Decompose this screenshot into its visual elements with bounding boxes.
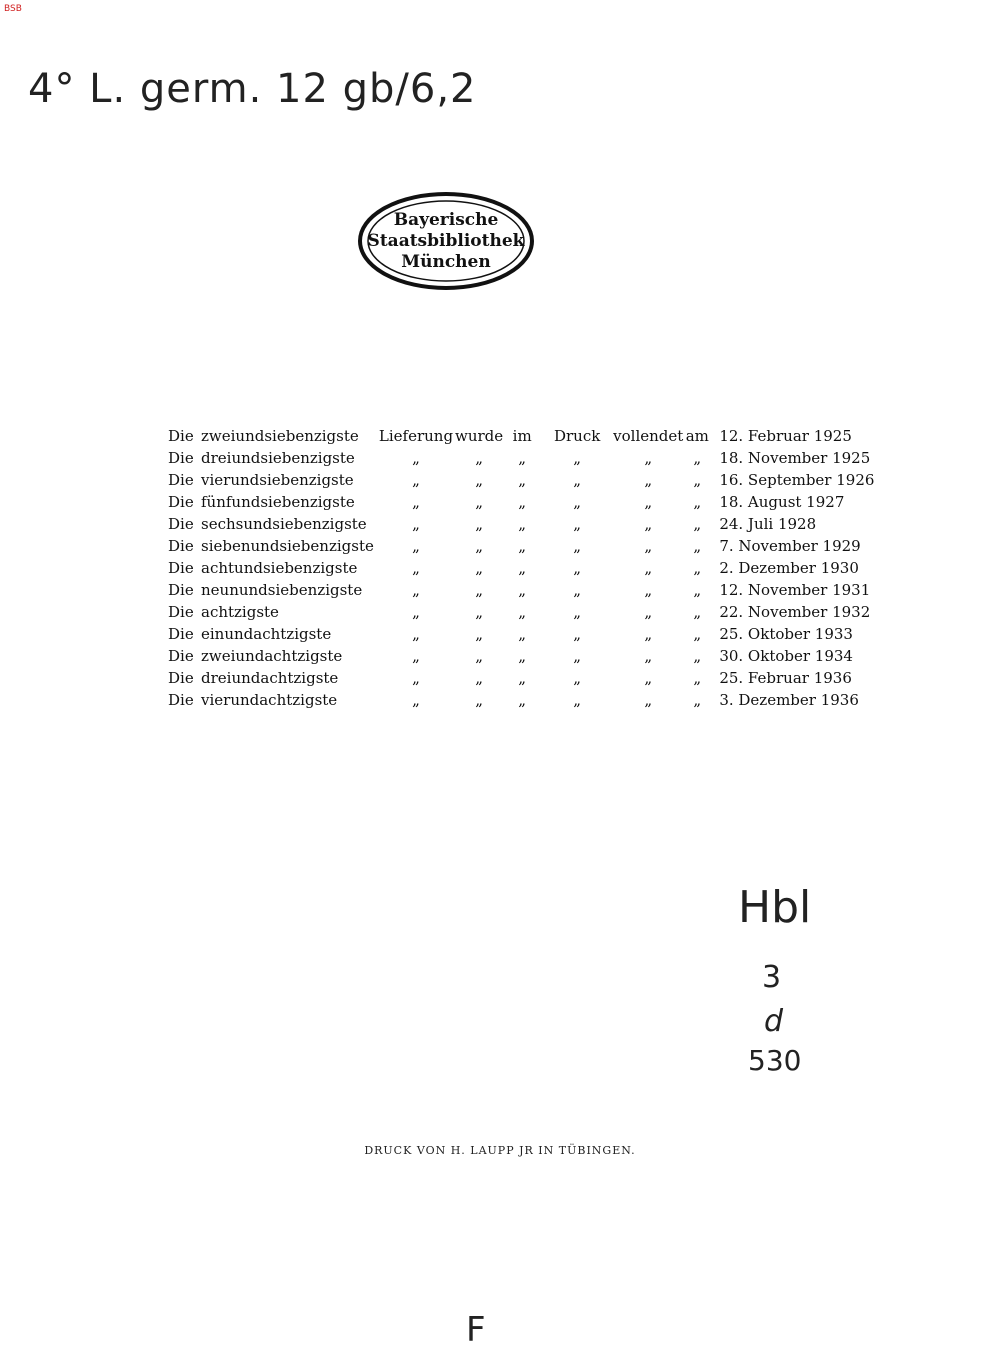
ledger-body (168, 427, 874, 713)
ledger-word: „ (412, 493, 420, 511)
ledger-date: 2. Dezember 1930 (719, 559, 859, 577)
ledger-ordinal: zweiundachtzigste (201, 647, 343, 665)
stamp-line-3: München (401, 252, 491, 272)
ledger-word: „ (644, 493, 653, 511)
ledger-word: wurde (455, 427, 504, 445)
ledger-article: Die (168, 471, 194, 489)
ledger-ordinal: neunundsiebenzigste (201, 581, 363, 599)
ledger-word: „ (412, 691, 420, 709)
library-corner-mark: BSB (4, 4, 22, 14)
ledger-word: „ (518, 449, 527, 467)
handwritten-note-line-2: 3 (762, 960, 782, 995)
ledger-word: „ (412, 471, 420, 489)
ledger-word: „ (475, 581, 483, 599)
ledger-ordinal: dreiundsiebenzigste (201, 449, 355, 467)
ledger-word: „ (693, 691, 702, 709)
ledger-word: „ (573, 603, 582, 621)
ledger-row (168, 515, 874, 537)
ledger-word: „ (573, 625, 582, 643)
ledger-word: „ (518, 603, 527, 621)
ledger-word: „ (693, 647, 702, 665)
ledger-word: „ (412, 449, 420, 467)
ledger-date: 18. November 1925 (719, 449, 871, 467)
ledger-article: Die (168, 493, 194, 511)
ledger-word: „ (693, 559, 702, 577)
stamp-text (356, 210, 536, 273)
ledger-word: „ (644, 625, 653, 643)
ledger-date: 30. Oktober 1934 (719, 647, 853, 665)
ledger-word: „ (518, 471, 527, 489)
ledger-word: „ (518, 691, 527, 709)
ledger-word: „ (573, 669, 582, 687)
ledger-word: „ (475, 559, 483, 577)
ledger-row (168, 471, 874, 493)
ledger-word: „ (644, 471, 653, 489)
ledger-word: „ (475, 537, 483, 555)
ledger-word: „ (475, 669, 483, 687)
ledger-article: Die (168, 647, 194, 665)
delivery-ledger (168, 427, 874, 713)
ledger-word: „ (518, 537, 527, 555)
ledger-word: „ (644, 691, 653, 709)
handwritten-shelf-mark: 4° L. germ. 12 gb/6,2 (28, 66, 477, 112)
handwritten-note-line-4: 530 (748, 1044, 802, 1077)
ledger-word: „ (644, 559, 653, 577)
ledger-word: „ (693, 515, 702, 533)
ledger-word: Druck (553, 427, 601, 445)
ledger-word: „ (693, 581, 702, 599)
ledger-word: „ (573, 537, 582, 555)
ledger-date: 22. November 1932 (719, 603, 871, 621)
handwritten-note-line-1: Hbl (738, 882, 812, 933)
ledger-article: Die (168, 691, 194, 709)
ledger-row (168, 647, 874, 669)
ledger-ordinal: zweiundsiebenzigste (201, 427, 359, 445)
stamp-line-2: Staatsbibliothek (367, 231, 525, 251)
ledger-date: 7. November 1929 (719, 537, 861, 555)
ledger-word: „ (475, 647, 483, 665)
ledger-date: 16. September 1926 (719, 471, 875, 489)
ledger-word: „ (518, 493, 527, 511)
ledger-word: „ (518, 559, 527, 577)
ledger-word: „ (412, 581, 420, 599)
ledger-row (168, 537, 874, 559)
ledger-row (168, 625, 874, 647)
ledger-word: „ (693, 603, 702, 621)
ledger-ordinal: dreiundachtzigste (201, 669, 339, 687)
ledger-word: „ (518, 581, 527, 599)
ledger-word: „ (573, 581, 582, 599)
ledger-word: „ (412, 559, 420, 577)
ledger-word: „ (573, 449, 582, 467)
ledger-article: Die (168, 603, 194, 621)
ledger-word: „ (412, 515, 420, 533)
stamp-line-1: Bayerische (393, 210, 499, 230)
ledger-word: „ (573, 691, 582, 709)
ledger-article: Die (168, 669, 194, 687)
ledger-date: 12. November 1931 (719, 581, 871, 599)
ledger-word: „ (693, 493, 702, 511)
ledger-date: 12. Februar 1925 (719, 427, 852, 445)
ledger-row (168, 603, 874, 625)
ledger-date: 24. Juli 1928 (719, 515, 817, 533)
ledger-ordinal: siebenundsiebenzigste (201, 537, 374, 555)
ledger-word: am (685, 427, 709, 445)
ledger-word: vollendet (613, 427, 684, 445)
ledger-article: Die (168, 581, 194, 599)
ledger-word: „ (693, 537, 702, 555)
ledger-word: „ (412, 625, 420, 643)
ledger-word: „ (693, 449, 702, 467)
ledger-word: „ (573, 493, 582, 511)
ledger-article: Die (168, 559, 194, 577)
ledger-word: „ (693, 669, 702, 687)
ledger-word: „ (693, 471, 702, 489)
handwritten-note-line-3: d (764, 1004, 784, 1039)
ledger-word: „ (412, 647, 420, 665)
ledger-word: „ (518, 669, 527, 687)
ledger-ordinal: einundachtzigste (201, 625, 332, 643)
ledger-article: Die (168, 625, 194, 643)
ledger-ordinal: fünfundsiebenzigste (201, 493, 355, 511)
printer-imprint: DRUCK VON H. LAUPP JR IN TÜBINGEN. (364, 1144, 636, 1157)
ledger-word: im (512, 427, 532, 445)
ledger-article: Die (168, 427, 194, 445)
ledger-date: 25. Februar 1936 (719, 669, 852, 687)
ledger-ordinal: sechsundsiebenzigste (201, 515, 367, 533)
ledger-word: „ (518, 625, 527, 643)
ledger-row (168, 669, 874, 691)
ledger-row (168, 581, 874, 603)
ledger-word: „ (475, 449, 483, 467)
ledger-word: „ (475, 603, 483, 621)
ledger-row (168, 559, 874, 581)
ledger-row (168, 493, 874, 515)
ledger-word: „ (475, 515, 483, 533)
handwritten-bottom-letter: F (466, 1310, 486, 1350)
ledger-word: „ (475, 493, 483, 511)
ledger-word: „ (644, 581, 653, 599)
library-stamp (356, 190, 536, 292)
ledger-ordinal: achtundsiebenzigste (201, 559, 358, 577)
ledger-word: „ (573, 471, 582, 489)
ledger-date: 18. August 1927 (719, 493, 845, 511)
ledger-word: „ (644, 603, 653, 621)
ledger-word: „ (644, 515, 653, 533)
ledger-row (168, 427, 874, 449)
ledger-word: „ (573, 647, 582, 665)
ledger-article: Die (168, 515, 194, 533)
ledger-word: „ (475, 691, 483, 709)
ledger-word: „ (644, 449, 653, 467)
ledger-row (168, 449, 874, 471)
ledger-word: Lieferung (378, 427, 454, 445)
ledger-word: „ (475, 625, 483, 643)
ledger-word: „ (475, 471, 483, 489)
ledger-word: „ (412, 669, 420, 687)
ledger-date: 3. Dezember 1936 (719, 691, 859, 709)
ledger-ordinal: vierundsiebenzigste (201, 471, 354, 489)
ledger-word: „ (644, 669, 653, 687)
ledger-word: „ (573, 515, 582, 533)
ledger-word: „ (693, 625, 702, 643)
ledger-row (168, 691, 874, 713)
ledger-article: Die (168, 537, 194, 555)
ledger-article: Die (168, 449, 194, 467)
ledger-ordinal: vierundachtzigste (201, 691, 338, 709)
ledger-date: 25. Oktober 1933 (719, 625, 853, 643)
ledger-word: „ (518, 647, 527, 665)
ledger-word: „ (518, 515, 527, 533)
ledger-word: „ (644, 647, 653, 665)
ledger-word: „ (412, 537, 420, 555)
ledger-word: „ (644, 537, 653, 555)
ledger-word: „ (412, 603, 420, 621)
ledger-ordinal: achtzigste (201, 603, 279, 621)
ledger-word: „ (573, 559, 582, 577)
